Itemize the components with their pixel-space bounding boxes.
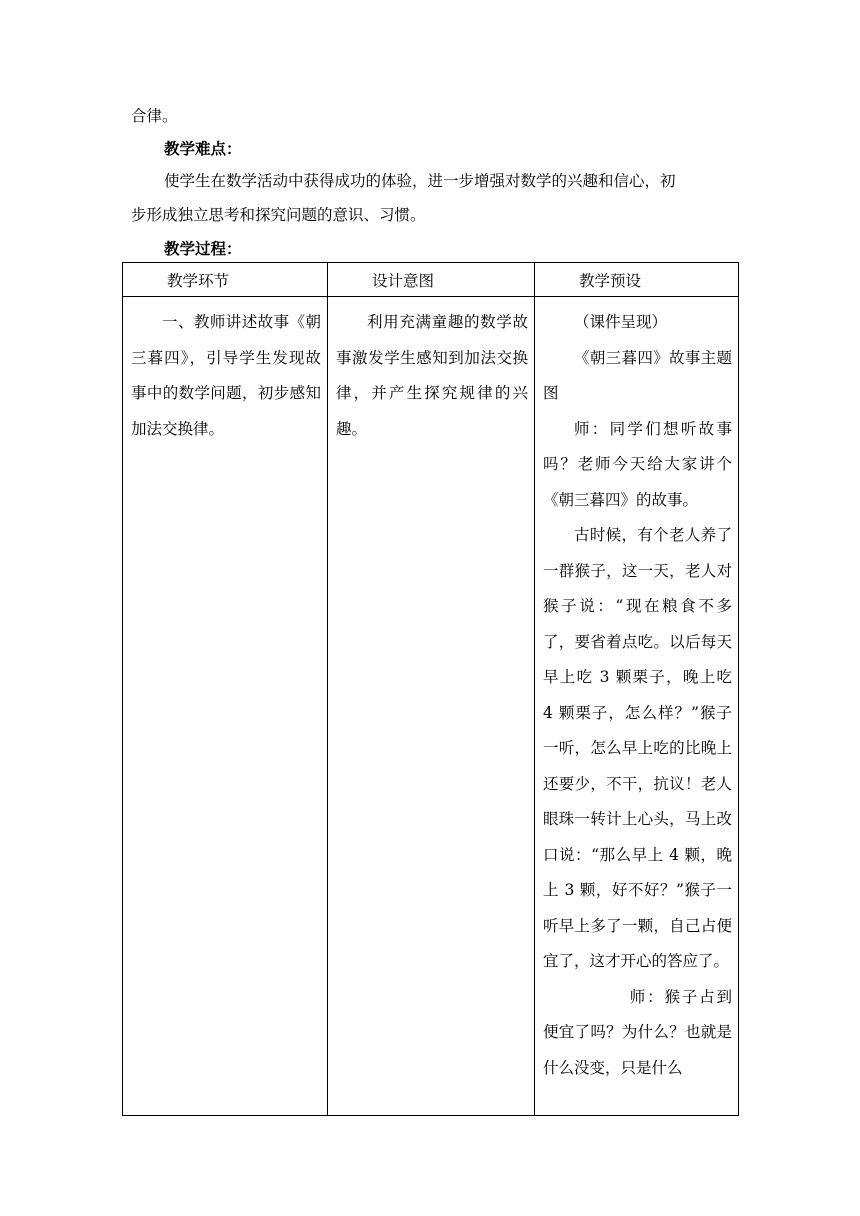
difficulty-line-2: 步形成独立思考和探究问题的意识、习惯。 <box>131 206 426 224</box>
stage-text: 一、教师讲述故事《朝三暮四》，引导学生发现故事中的数学问题，初步感知加法交换律。 <box>131 313 321 438</box>
preset-story: 古时候，有个老人养了一群猴子，这一天，老人对猴子说：“现在粮食不多了，要省着点吃。以后每天早上吃 3 颗栗子，晚上吃 4 颗栗子，怎么样？”猴子一听，怎么早上吃的比晚上还要少，不干，抗议！老人眼珠一转计上心头，马上改口说：“那么早上 4 颗，晚上 3 颗，好不好？”猴子一听早上多了一颗，自己占便宜了，这才开心的答应了。 <box>543 526 732 970</box>
preset-courseware: （课件呈现） <box>574 313 668 331</box>
preset-teacher-intro: 师：同学们想听故事吗？老师今天给大家讲个《朝三暮四》的故事。 <box>543 419 732 509</box>
intent-text: 利用充满童趣的数学故事激发学生感知到加法交换律，并产生探究规律的兴趣。 <box>336 313 528 438</box>
table-row <box>123 297 739 1116</box>
table-header-row <box>123 263 739 297</box>
fragment-text: 合律。 <box>131 107 178 125</box>
preset-theme-image: 《朝三暮四》故事主题图 <box>543 348 732 402</box>
preset-teacher-question: 师：猴子占到便宜了吗？为什么？也就是什么没变，只是什么 <box>543 987 732 1077</box>
difficulty-heading: 教学难点： <box>164 139 242 158</box>
stage-cell <box>123 297 328 1116</box>
header-stage: 教学环节 <box>123 263 328 297</box>
difficulty-line-1: 使学生在数学活动中获得成功的体验，进一步增强对数学的兴趣和信心，初 <box>164 172 676 190</box>
header-preset: 教学预设 <box>535 263 739 297</box>
intent-cell <box>328 297 535 1116</box>
lesson-table <box>122 262 739 1116</box>
header-intent: 设计意图 <box>328 263 535 297</box>
process-heading: 教学过程： <box>164 239 242 258</box>
preset-cell <box>535 297 739 1116</box>
